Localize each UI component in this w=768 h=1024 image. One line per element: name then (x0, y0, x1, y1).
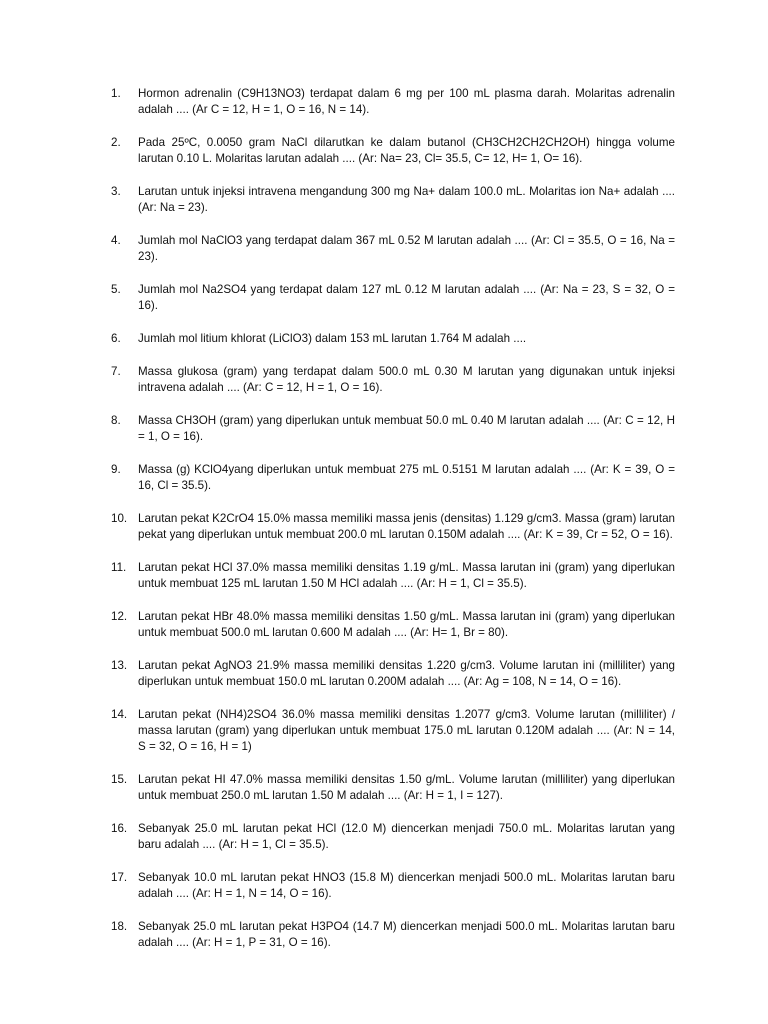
question-text: Sebanyak 25.0 mL larutan pekat HCl (12.0 M) diencerkan menjadi 750.0 mL. Molaritas larutan yang baru adalah .... (Ar: H = 1, Cl = 35.5). (138, 822, 675, 851)
question-item (111, 282, 675, 314)
question-number: 5. (111, 283, 121, 296)
question-item (111, 364, 675, 396)
question-item (111, 135, 675, 167)
question-text: Sebanyak 10.0 mL larutan pekat HNO3 (15.8 M) diencerkan menjadi 500.0 mL. Molaritas larutan baru adalah .... (Ar: H = 1, N = 14, O = 16). (138, 871, 675, 900)
question-list (111, 86, 675, 968)
question-number: 13. (111, 659, 128, 672)
question-text: Jumlah mol Na2SO4 yang terdapat dalam 127 mL 0.12 M larutan adalah .... (Ar: Na = 23, S = 32, O = 16). (138, 283, 675, 312)
question-item (111, 184, 675, 216)
question-item (111, 86, 675, 118)
question-text: Larutan untuk injeksi intravena mengandung 300 mg Na+ dalam 100.0 mL. Molaritas ion Na+ adalah .... (Ar: Na = 23). (138, 185, 675, 214)
question-item (111, 707, 675, 755)
question-item (111, 331, 675, 347)
question-number: 10. (111, 512, 128, 525)
question-item (111, 233, 675, 265)
question-number: 4. (111, 234, 121, 247)
question-text: Larutan pekat (NH4)2SO4 36.0% massa memiliki densitas 1.2077 g/cm3. Volume larutan (milliliter) / massa larutan (gram) yang diperlukan untuk membuat 175.0 mL larutan 0.120M adalah .... (Ar: N = 14, S = 32, O = 16, H = 1) (138, 708, 675, 753)
question-text: Larutan pekat HCl 37.0% massa memiliki densitas 1.19 g/mL. Massa larutan ini (gram) yang diperlukan untuk membuat 125 mL larutan 1.50 M HCl adalah .... (Ar: H = 1, Cl = 35.5). (138, 561, 675, 590)
question-item (111, 609, 675, 641)
question-number: 2. (111, 136, 121, 149)
question-text: Hormon adrenalin (C9H13NO3) terdapat dalam 6 mg per 100 mL plasma darah. Molaritas adrenalin adalah .... (Ar C = 12, H = 1, O = 16, N = 14). (138, 87, 675, 116)
question-number: 6. (111, 332, 121, 345)
question-item (111, 870, 675, 902)
question-number: 15. (111, 773, 128, 786)
question-text: Massa glukosa (gram) yang terdapat dalam 500.0 mL 0.30 M larutan yang digunakan untuk injeksi intravena adalah .... (Ar: C = 12, H = 1, O = 16). (138, 365, 675, 394)
question-item (111, 919, 675, 951)
question-text: Massa CH3OH (gram) yang diperlukan untuk membuat 50.0 mL 0.40 M larutan adalah .... (Ar: C = 12, H = 1, O = 16). (138, 414, 675, 443)
question-text: Larutan pekat AgNO3 21.9% massa memiliki densitas 1.220 g/cm3. Volume larutan ini (milliliter) yang diperlukan untuk membuat 150.0 mL larutan 0.200M adalah .... (Ar: Ag = 108, N = 14, O = 16). (138, 659, 675, 688)
question-text: Sebanyak 25.0 mL larutan pekat H3PO4 (14.7 M) diencerkan menjadi 500.0 mL. Molaritas larutan baru adalah .... (Ar: H = 1, P = 31, O = 16). (138, 920, 675, 949)
question-text: Larutan pekat HBr 48.0% massa memiliki densitas 1.50 g/mL. Massa larutan ini (gram) yang diperlukan untuk membuat 500.0 mL larutan 0.600 M adalah .... (Ar: H= 1, Br = 80). (138, 610, 675, 639)
question-item (111, 772, 675, 804)
question-text: Massa (g) KClO4yang diperlukan untuk membuat 275 mL 0.5151 M larutan adalah .... (Ar: K = 39, O = 16, Cl = 35.5). (138, 463, 675, 492)
question-number: 12. (111, 610, 128, 623)
question-number: 8. (111, 414, 121, 427)
question-text: Pada 25ºC, 0.0050 gram NaCl dilarutkan ke dalam butanol (CH3CH2CH2CH2OH) hingga volume larutan 0.10 L. Molaritas larutan adalah .... (Ar: Na= 23, Cl= 35.5, C= 12, H= 1, O= 16). (138, 136, 675, 165)
question-number: 16. (111, 822, 128, 835)
question-number: 3. (111, 185, 121, 198)
question-item (111, 658, 675, 690)
question-number: 7. (111, 365, 121, 378)
question-text: Jumlah mol NaClO3 yang terdapat dalam 367 mL 0.52 M larutan adalah .... (Ar: Cl = 35.5, O = 16, Na = 23). (138, 234, 675, 263)
question-item (111, 821, 675, 853)
question-text: Jumlah mol litium khlorat (LiClO3) dalam 153 mL larutan 1.764 M adalah .... (138, 332, 527, 345)
question-number: 1. (111, 87, 121, 100)
question-text: Larutan pekat K2CrO4 15.0% massa memiliki massa jenis (densitas) 1.129 g/cm3. Massa (gram) larutan pekat yang diperlukan untuk membuat 200.0 mL larutan 0.150M adalah .... (Ar: K = 39, Cr = 52, O = 16). (138, 512, 675, 541)
question-item (111, 413, 675, 445)
question-item (111, 462, 675, 494)
question-number: 18. (111, 920, 128, 933)
question-number: 17. (111, 871, 128, 884)
question-number: 14. (111, 708, 128, 721)
question-number: 9. (111, 463, 121, 476)
question-number: 11. (111, 561, 127, 574)
question-item (111, 560, 675, 592)
question-item (111, 511, 675, 543)
question-text: Larutan pekat HI 47.0% massa memiliki densitas 1.50 g/mL. Volume larutan (milliliter) yang diperlukan untuk membuat 250.0 mL larutan 1.50 M adalah .... (Ar: H = 1, I = 127). (138, 773, 675, 802)
